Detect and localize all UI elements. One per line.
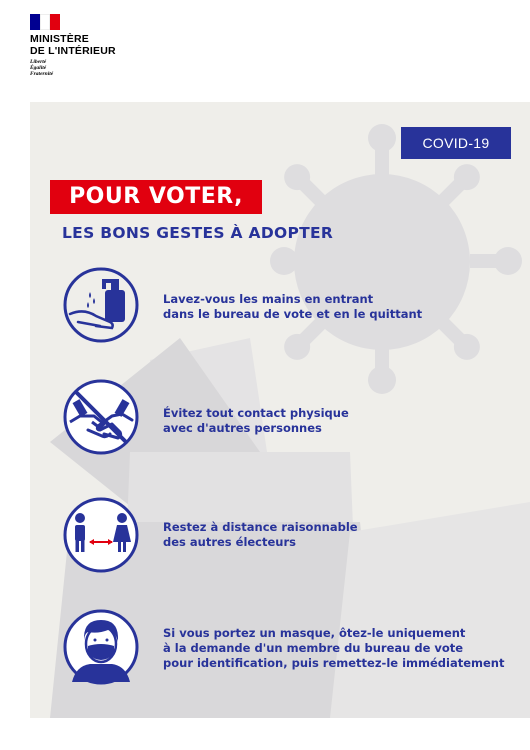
gesture-4-line-1: Si vous portez un masque, ôtez-le uniquement [163,626,466,640]
title-main: POUR VOTER, [69,184,243,209]
gesture-2-line-1: Évitez tout contact physique [163,406,349,420]
gesture-1-text [163,292,422,322]
gesture-1-line-2: dans le bureau de vote et en le quittant [163,307,423,321]
hand-washing-icon [62,266,140,344]
title-subtitle: LES BONS GESTES À ADOPTER [62,224,334,242]
social-distance-icon [62,496,140,574]
motto-egalite: Égalité [30,65,47,71]
gesture-3-line-1: Restez à distance raisonnable [163,520,358,534]
gesture-1-line-1: Lavez-vous les mains en entrant [163,292,374,306]
title-banner [50,180,262,214]
ministry-name [30,34,116,57]
covid-badge: COVID-19 [401,127,511,159]
gesture-4-text [163,626,504,671]
motto-fraternite: Fraternité [30,71,54,77]
no-handshake-icon [62,378,140,456]
ministry-line-1: MINISTÈRE [30,33,89,45]
face-mask-icon [62,608,140,686]
header [0,0,530,102]
ministry-line-2: DE L'INTÉRIEUR [30,44,116,57]
gesture-3-text [163,520,358,550]
french-flag-icon [30,14,60,30]
gesture-4-line-2: à la demande d'un membre du bureau de vote [163,641,464,655]
gesture-2-line-2: avec d'autres personnes [163,421,322,435]
gesture-2-text [163,406,349,436]
gesture-3-line-2: des autres électeurs [163,535,297,549]
republic-motto [30,59,53,77]
gesture-4-line-3: pour identification, puis remettez-le immédiatement [163,656,505,670]
motto-liberte: Liberté [30,59,47,65]
